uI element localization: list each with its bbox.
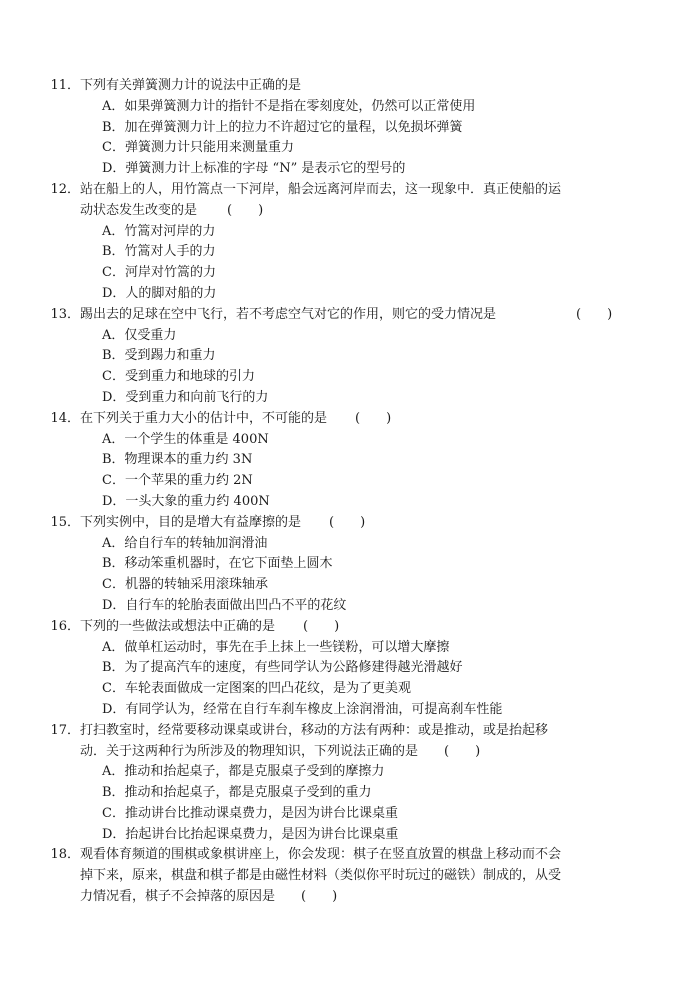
option-a: A．推动和抬起桌子，都是克服桌子受到的摩擦力 bbox=[102, 764, 385, 780]
option-c: C．机器的转轴采用滚珠轴承 bbox=[102, 577, 268, 593]
option-a: A．做单杠运动时，事先在手上抹上一些镁粉，可以增大摩擦 bbox=[102, 639, 450, 655]
question-text: 动状态发生改变的是 bbox=[80, 202, 198, 218]
question-text: 踢出去的足球在空中飞行，若不考虑空气对它的作用，则它的受力情况是 bbox=[80, 306, 497, 322]
option-c: C．受到重力和地球的引力 bbox=[102, 369, 255, 385]
question-13-stem bbox=[0, 305, 696, 326]
option-a: A．如果弹簧测力计的指针不是指在零刻度处，仍然可以正常使用 bbox=[102, 98, 476, 114]
option-b: B．移动笨重机器时，在它下面垫上圆木 bbox=[102, 556, 333, 572]
answer-paren: ( ) bbox=[444, 743, 481, 759]
question-17-stem-cont bbox=[0, 742, 696, 763]
question-18-stem-cont: 掉下来，原来，棋盘和棋子都是由磁性材料（类似你平时玩过的磁铁）制成的，从受 bbox=[80, 868, 562, 884]
option-d: D．有同学认为，经常在自行车刹车橡皮上涂润滑油，可提高刹车性能 bbox=[102, 701, 503, 717]
question-text: 动．关于这两种行为所涉及的物理知识，下列说法正确的是 bbox=[80, 743, 419, 759]
question-number: 12． bbox=[50, 181, 80, 197]
option-d: D．受到重力和向前飞行的力 bbox=[102, 389, 269, 405]
question-text: 站在船上的人，用竹篙点一下河岸，船会远离河岸而去，这一现象中．真正使船的运 bbox=[80, 181, 562, 197]
option-a: A．仅受重力 bbox=[102, 327, 177, 343]
option-c: C．弹簧测力计只能用来测量重力 bbox=[102, 140, 294, 156]
answer-paren: ( ) bbox=[355, 410, 392, 426]
question-text: 下列有关弹簧测力计的说法中正确的是 bbox=[80, 78, 302, 93]
option-b: B．物理课本的重力约 3N bbox=[102, 452, 253, 468]
answer-paren: ( ) bbox=[301, 889, 338, 905]
question-number: 18． bbox=[50, 847, 80, 863]
option-c: C．河岸对竹篙的力 bbox=[102, 265, 216, 281]
worksheet-page bbox=[0, 76, 696, 908]
question-text: 下列实例中，目的是增大有益摩擦的是 bbox=[80, 514, 302, 530]
option-c: C．车轮表面做成一定图案的凹凸花纹，是为了更美观 bbox=[102, 681, 411, 697]
option-d: D．一头大象的重力约 400N bbox=[102, 493, 270, 509]
option-b: B．受到踢力和重力 bbox=[102, 348, 216, 364]
question-11-stem bbox=[0, 76, 696, 97]
option-d: D．自行车的轮胎表面做出凹凸不平的花纹 bbox=[102, 597, 347, 613]
question-14-stem bbox=[0, 409, 696, 430]
question-number: 11． bbox=[50, 78, 80, 93]
answer-paren: ( ) bbox=[576, 306, 613, 322]
question-12-stem-cont bbox=[0, 201, 696, 222]
question-number: 13． bbox=[50, 306, 80, 322]
question-text: 观看体育频道的围棋或象棋讲座上，你会发现：棋子在竖直放置的棋盘上移动而不会 bbox=[80, 847, 562, 863]
question-number: 16． bbox=[50, 618, 80, 634]
option-b: B．推动和抬起桌子，都是克服桌子受到的重力 bbox=[102, 785, 372, 801]
question-15-stem bbox=[0, 513, 696, 534]
answer-paren: ( ) bbox=[303, 618, 340, 634]
question-17-stem bbox=[0, 721, 696, 742]
question-text: 在下列关于重力大小的估计中，不可能的是 bbox=[80, 410, 328, 426]
question-18-stem bbox=[0, 845, 696, 866]
option-a: A．竹篙对河岸的力 bbox=[102, 223, 216, 239]
question-18-stem-cont bbox=[0, 887, 696, 908]
option-b: B．竹篙对人手的力 bbox=[102, 244, 216, 260]
question-number: 14． bbox=[50, 410, 80, 426]
option-d: D．抬起讲台比抬起课桌费力，是因为讲台比课桌重 bbox=[102, 826, 399, 842]
option-a: A．一个学生的体重是 400N bbox=[102, 431, 269, 447]
option-d: D．人的脚对船的力 bbox=[102, 285, 217, 301]
question-number: 15． bbox=[50, 514, 80, 530]
question-number: 17． bbox=[50, 722, 80, 738]
option-b: B．加在弹簧测力计上的拉力不许超过它的量程，以免损坏弹簧 bbox=[102, 119, 463, 135]
answer-paren: ( ) bbox=[329, 514, 366, 530]
option-c: C．推动讲台比推动课桌费力，是因为讲台比课桌重 bbox=[102, 805, 398, 821]
option-d: D．弹簧测力计上标准的字母 “N” 是表示它的型号的 bbox=[102, 161, 406, 177]
question-12-stem bbox=[0, 180, 696, 201]
option-c: C．一个苹果的重力约 2N bbox=[102, 473, 253, 489]
question-text: 打扫教室时，经常要移动课桌或讲台，移动的方法有两种：或是推动，或是抬起移 bbox=[80, 722, 549, 738]
question-16-stem bbox=[0, 617, 696, 638]
option-a: A．给自行车的转轴加润滑油 bbox=[102, 535, 268, 551]
answer-paren: ( ) bbox=[227, 202, 264, 218]
question-text: 下列的一些做法或想法中正确的是 bbox=[80, 618, 276, 634]
question-text: 力情况看，棋子不会掉落的原因是 bbox=[80, 889, 276, 905]
option-b: B．为了提高汽车的速度，有些同学认为公路修建得越光滑越好 bbox=[102, 660, 463, 676]
